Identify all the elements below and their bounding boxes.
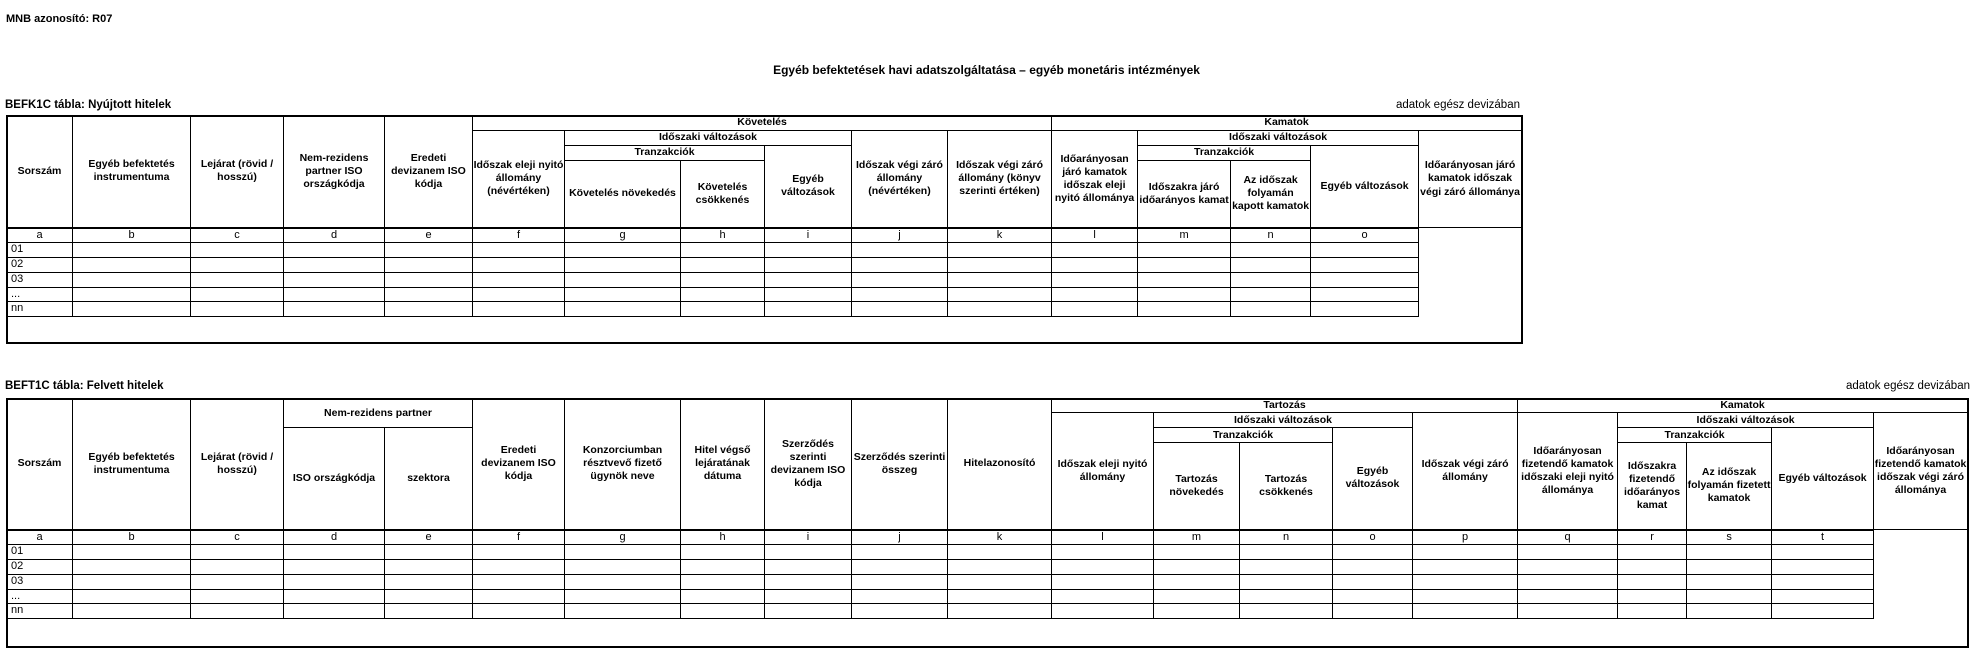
data-cell[interactable]	[473, 302, 565, 317]
col-header: Követelés csökkenés	[681, 161, 765, 228]
data-cell[interactable]	[852, 560, 948, 575]
data-cell[interactable]	[565, 604, 681, 619]
data-cell[interactable]	[1333, 589, 1413, 604]
column-letter: d	[284, 530, 385, 545]
data-cell[interactable]	[565, 287, 681, 302]
group-header: Tranzakciók	[1138, 146, 1311, 161]
data-cell[interactable]	[473, 287, 565, 302]
data-cell[interactable]	[765, 287, 852, 302]
data-cell[interactable]	[1138, 258, 1231, 273]
data-cell[interactable]	[73, 302, 191, 317]
data-cell[interactable]	[1052, 272, 1138, 287]
data-cell[interactable]	[765, 545, 852, 560]
data-cell[interactable]	[1052, 302, 1138, 317]
row-number: 02	[7, 560, 73, 575]
data-cell[interactable]	[852, 243, 948, 258]
table-row	[7, 545, 1968, 560]
page-title: Egyéb befektetések havi adatszolgáltatása – egyéb monetáris intézmények	[773, 63, 1200, 77]
column-letter: h	[681, 228, 765, 243]
data-cell[interactable]	[385, 302, 473, 317]
group-header: Kamatok	[1518, 399, 1968, 413]
column-letter: m	[1138, 228, 1231, 243]
data-cell[interactable]	[1311, 272, 1419, 287]
data-cell[interactable]	[73, 560, 191, 575]
col-header: Egyéb változások	[1772, 428, 1874, 530]
data-cell[interactable]	[1687, 574, 1772, 589]
data-cell[interactable]	[1231, 302, 1311, 317]
data-cell[interactable]	[852, 287, 948, 302]
data-cell[interactable]	[191, 272, 284, 287]
data-cell[interactable]	[1618, 604, 1687, 619]
column-letter: f	[473, 530, 565, 545]
data-cell[interactable]	[385, 545, 473, 560]
row-number: 02	[7, 258, 73, 273]
data-cell[interactable]	[765, 272, 852, 287]
row-number: nn	[7, 302, 73, 317]
data-cell[interactable]	[284, 272, 385, 287]
data-cell[interactable]	[1772, 589, 1874, 604]
data-cell[interactable]	[948, 243, 1052, 258]
col-header: Időszakra fizetendő időarányos kamat	[1618, 443, 1687, 530]
column-letter: j	[852, 530, 948, 545]
column-letter: l	[1052, 530, 1154, 545]
data-cell[interactable]	[1687, 545, 1772, 560]
data-cell[interactable]	[1231, 272, 1311, 287]
data-cell[interactable]	[1154, 545, 1240, 560]
column-letter: n	[1240, 530, 1333, 545]
data-cell[interactable]	[1333, 545, 1413, 560]
col-header: Konzorciumban résztvevő fizető ügynök neve	[565, 399, 681, 530]
group-header: Tartozás	[1052, 399, 1518, 413]
column-letter: g	[565, 228, 681, 243]
column-letter: q	[1518, 530, 1618, 545]
group-header: Nem-rezidens partner	[284, 399, 473, 428]
data-cell[interactable]	[284, 302, 385, 317]
group-header: Időszaki változások	[1138, 131, 1419, 146]
data-cell[interactable]	[1333, 574, 1413, 589]
data-cell[interactable]	[681, 604, 765, 619]
column-letter: r	[1618, 530, 1687, 545]
col-header: Követelés növekedés	[565, 161, 681, 228]
col-header: Időszak eleji nyitó állomány	[1052, 413, 1154, 530]
data-cell[interactable]	[1240, 574, 1333, 589]
column-letter: b	[73, 530, 191, 545]
table-beft1c	[6, 398, 1968, 619]
col-header: Lejárat (rövid / hosszú)	[191, 116, 284, 228]
table-row	[7, 287, 1522, 302]
data-cell[interactable]	[1772, 560, 1874, 575]
data-cell[interactable]	[681, 287, 765, 302]
data-cell[interactable]	[191, 604, 284, 619]
table2-name: BEFT1C tábla: Felvett hitelek	[5, 380, 164, 392]
data-cell[interactable]	[385, 589, 473, 604]
data-cell[interactable]	[385, 574, 473, 589]
data-cell[interactable]	[1333, 604, 1413, 619]
group-header: Követelés	[473, 116, 1052, 131]
data-cell[interactable]	[852, 574, 948, 589]
col-header: Tartozás csökkenés	[1240, 443, 1333, 530]
group-header: Tranzakciók	[565, 146, 765, 161]
row-number: 03	[7, 574, 73, 589]
data-cell[interactable]	[73, 545, 191, 560]
data-cell[interactable]	[385, 258, 473, 273]
data-cell[interactable]	[385, 287, 473, 302]
data-cell[interactable]	[1618, 545, 1687, 560]
data-cell[interactable]	[473, 574, 565, 589]
column-letter: a	[7, 228, 73, 243]
column-letter: g	[565, 530, 681, 545]
data-cell[interactable]	[191, 574, 284, 589]
col-header: Hitelazonosító	[948, 399, 1052, 530]
table1-name: BEFK1C tábla: Nyújtott hitelek	[5, 99, 172, 111]
data-cell[interactable]	[191, 258, 284, 273]
data-cell[interactable]	[73, 604, 191, 619]
data-cell[interactable]	[1052, 545, 1154, 560]
col-header: Hitel végső lejáratának dátuma	[681, 399, 765, 530]
column-letter: a	[7, 530, 73, 545]
data-cell[interactable]	[1772, 604, 1874, 619]
group-header: Időszaki változások	[1618, 413, 1874, 428]
col-header: Egyéb befektetés instrumentuma	[73, 399, 191, 530]
table2-unit: adatok egész devizában	[1845, 380, 1970, 392]
row-number: 01	[7, 243, 73, 258]
data-cell[interactable]	[284, 560, 385, 575]
data-cell[interactable]	[681, 545, 765, 560]
data-cell[interactable]	[473, 545, 565, 560]
data-cell[interactable]	[191, 287, 284, 302]
data-cell[interactable]	[948, 272, 1052, 287]
data-cell[interactable]	[852, 272, 948, 287]
data-cell[interactable]	[1618, 560, 1687, 575]
data-cell[interactable]	[765, 243, 852, 258]
col-header: Egyéb befektetés instrumentuma	[73, 116, 191, 228]
data-cell[interactable]	[1231, 258, 1311, 273]
col-header: Időarányosan fizetendő kamatok időszaki eleji nyitó állománya	[1518, 413, 1618, 530]
table-row	[7, 574, 1968, 589]
data-cell[interactable]	[473, 589, 565, 604]
data-cell[interactable]	[1138, 302, 1231, 317]
column-letter: c	[191, 228, 284, 243]
row-number: 01	[7, 545, 73, 560]
data-cell[interactable]	[765, 560, 852, 575]
data-cell[interactable]	[73, 272, 191, 287]
group-header: Időszaki változások	[1154, 413, 1413, 428]
data-cell[interactable]	[1518, 560, 1618, 575]
row-number: nn	[7, 604, 73, 619]
mnb-identifier: MNB azonosító: R07	[6, 13, 113, 25]
table-row	[7, 302, 1522, 317]
data-cell[interactable]	[765, 258, 852, 273]
table1-unit: adatok egész devizában	[1395, 99, 1520, 111]
data-cell[interactable]	[565, 272, 681, 287]
data-cell[interactable]	[765, 574, 852, 589]
data-cell[interactable]	[681, 560, 765, 575]
table-row	[7, 589, 1968, 604]
data-cell[interactable]	[284, 545, 385, 560]
data-cell[interactable]	[948, 560, 1052, 575]
data-cell[interactable]	[948, 589, 1052, 604]
data-cell[interactable]	[565, 545, 681, 560]
table-befk1c	[6, 115, 1522, 317]
column-letter: o	[1333, 530, 1413, 545]
data-cell[interactable]	[1413, 545, 1518, 560]
col-header: Egyéb változások	[765, 146, 852, 228]
data-cell[interactable]	[565, 302, 681, 317]
column-letter: s	[1687, 530, 1772, 545]
data-cell[interactable]	[1518, 574, 1618, 589]
data-cell[interactable]	[948, 302, 1052, 317]
group-header: Tranzakciók	[1618, 428, 1772, 443]
data-cell[interactable]	[1518, 545, 1618, 560]
table-row	[7, 272, 1522, 287]
data-cell[interactable]	[1138, 287, 1231, 302]
data-cell[interactable]	[1052, 604, 1154, 619]
column-letter: b	[73, 228, 191, 243]
data-cell[interactable]	[852, 545, 948, 560]
column-letter: t	[1772, 530, 1874, 545]
column-letter: m	[1154, 530, 1240, 545]
data-cell[interactable]	[385, 272, 473, 287]
data-cell[interactable]	[1231, 243, 1311, 258]
group-header: Kamatok	[1052, 116, 1522, 131]
col-header: Időszak eleji nyitó állomány (névértéken)	[473, 131, 565, 228]
data-cell[interactable]	[681, 258, 765, 273]
data-cell[interactable]	[565, 574, 681, 589]
data-cell[interactable]	[765, 302, 852, 317]
data-cell[interactable]	[73, 574, 191, 589]
column-letter: n	[1231, 228, 1311, 243]
data-cell[interactable]	[284, 243, 385, 258]
data-cell[interactable]	[1687, 589, 1772, 604]
column-letter: c	[191, 530, 284, 545]
data-cell[interactable]	[565, 589, 681, 604]
data-cell[interactable]	[1772, 574, 1874, 589]
col-header: Egyéb változások	[1311, 146, 1419, 228]
data-cell[interactable]	[1231, 287, 1311, 302]
col-header: Szerződés szerinti összeg	[852, 399, 948, 530]
col-header: Időszakra járó időarányos kamat	[1138, 161, 1231, 228]
data-cell[interactable]	[565, 243, 681, 258]
data-cell[interactable]	[681, 589, 765, 604]
column-letter: i	[765, 530, 852, 545]
data-cell[interactable]	[948, 545, 1052, 560]
data-cell[interactable]	[681, 302, 765, 317]
data-cell[interactable]	[473, 560, 565, 575]
col-header: Időarányosan járó kamatok időszak eleji nyitó állománya	[1052, 131, 1138, 228]
data-cell[interactable]	[1052, 287, 1138, 302]
data-cell[interactable]	[191, 302, 284, 317]
data-cell[interactable]	[1052, 589, 1154, 604]
data-cell[interactable]	[73, 243, 191, 258]
data-cell[interactable]	[1413, 604, 1518, 619]
col-header: Eredeti devizanem ISO kódja	[473, 399, 565, 530]
data-cell[interactable]	[681, 574, 765, 589]
data-cell[interactable]	[1052, 243, 1138, 258]
table-row	[7, 258, 1522, 273]
data-cell[interactable]	[385, 560, 473, 575]
data-cell[interactable]	[681, 243, 765, 258]
data-cell[interactable]	[385, 604, 473, 619]
data-cell[interactable]	[1154, 574, 1240, 589]
table-row	[7, 560, 1968, 575]
row-number: ...	[7, 589, 73, 604]
data-cell[interactable]	[1413, 560, 1518, 575]
data-cell[interactable]	[473, 258, 565, 273]
group-header: Tranzakciók	[1154, 428, 1333, 443]
data-cell[interactable]	[1618, 589, 1687, 604]
data-cell[interactable]	[73, 589, 191, 604]
col-header: Sorszám	[7, 399, 73, 530]
col-header: Az időszak folyamán kapott kamatok	[1231, 161, 1311, 228]
data-cell[interactable]	[948, 574, 1052, 589]
data-cell[interactable]	[473, 272, 565, 287]
data-cell[interactable]	[1240, 560, 1333, 575]
column-letter: l	[1052, 228, 1138, 243]
data-cell[interactable]	[948, 604, 1052, 619]
data-cell[interactable]	[284, 287, 385, 302]
row-number: 03	[7, 272, 73, 287]
table-row	[7, 604, 1968, 619]
col-header: Sorszám	[7, 116, 73, 228]
row-number: ...	[7, 287, 73, 302]
data-cell[interactable]	[1311, 258, 1419, 273]
col-header: Időarányosan fizetendő kamatok időszak végi záró állománya	[1874, 413, 1968, 530]
data-cell[interactable]	[1311, 243, 1419, 258]
data-cell[interactable]	[1311, 287, 1419, 302]
data-cell[interactable]	[1240, 589, 1333, 604]
data-cell[interactable]	[948, 258, 1052, 273]
data-cell[interactable]	[1154, 560, 1240, 575]
column-letter: k	[948, 530, 1052, 545]
data-cell[interactable]	[191, 560, 284, 575]
col-header: Az időszak folyamán fizetett kamatok	[1687, 443, 1772, 530]
data-cell[interactable]	[1138, 272, 1231, 287]
column-letter: d	[284, 228, 385, 243]
data-cell[interactable]	[1687, 560, 1772, 575]
column-letter: e	[385, 530, 473, 545]
data-cell[interactable]	[473, 243, 565, 258]
col-header: Időarányosan járó kamatok időszak végi záró állománya	[1419, 131, 1522, 228]
data-cell[interactable]	[73, 258, 191, 273]
column-letter: j	[852, 228, 948, 243]
col-header: Időszak végi záró állomány	[1413, 413, 1518, 530]
data-cell[interactable]	[852, 604, 948, 619]
column-letter: o	[1311, 228, 1419, 243]
col-header: Nem-rezidens partner ISO országkódja	[284, 116, 385, 228]
data-cell[interactable]	[852, 258, 948, 273]
column-letter: p	[1413, 530, 1518, 545]
data-cell[interactable]	[565, 258, 681, 273]
data-cell[interactable]	[1240, 545, 1333, 560]
col-header: szektora	[385, 428, 473, 530]
col-header: Lejárat (rövid / hosszú)	[191, 399, 284, 530]
data-cell[interactable]	[1052, 258, 1138, 273]
data-cell[interactable]	[1154, 589, 1240, 604]
data-cell[interactable]	[1518, 589, 1618, 604]
data-cell[interactable]	[765, 604, 852, 619]
data-cell[interactable]	[1687, 604, 1772, 619]
data-cell[interactable]	[1311, 302, 1419, 317]
col-header: ISO országkódja	[284, 428, 385, 530]
data-cell[interactable]	[681, 272, 765, 287]
table-row	[7, 243, 1522, 258]
column-letter: k	[948, 228, 1052, 243]
col-header: Időszak végi záró állomány (névértéken)	[852, 131, 948, 228]
col-header: Szerződés szerinti devizanem ISO kódja	[765, 399, 852, 530]
data-cell[interactable]	[1413, 589, 1518, 604]
data-cell[interactable]	[385, 243, 473, 258]
data-cell[interactable]	[1240, 604, 1333, 619]
data-cell[interactable]	[191, 589, 284, 604]
data-cell[interactable]	[948, 287, 1052, 302]
data-cell[interactable]	[765, 589, 852, 604]
data-cell[interactable]	[1154, 604, 1240, 619]
col-header: Eredeti devizanem ISO kódja	[385, 116, 473, 228]
column-letter: i	[765, 228, 852, 243]
col-header: Egyéb változások	[1333, 428, 1413, 530]
data-cell[interactable]	[852, 589, 948, 604]
data-cell[interactable]	[73, 287, 191, 302]
data-cell[interactable]	[284, 604, 385, 619]
data-cell[interactable]	[284, 589, 385, 604]
data-cell[interactable]	[1333, 560, 1413, 575]
data-cell[interactable]	[473, 604, 565, 619]
data-cell[interactable]	[1772, 545, 1874, 560]
data-cell[interactable]	[284, 258, 385, 273]
column-letter: h	[681, 530, 765, 545]
data-cell[interactable]	[852, 302, 948, 317]
column-letter: e	[385, 228, 473, 243]
data-cell[interactable]	[191, 243, 284, 258]
col-header: Időszak végi záró állomány (könyv szerinti értéken)	[948, 131, 1052, 228]
data-cell[interactable]	[1052, 574, 1154, 589]
data-cell[interactable]	[1618, 574, 1687, 589]
data-cell[interactable]	[1052, 560, 1154, 575]
col-header: Tartozás növekedés	[1154, 443, 1240, 530]
data-cell[interactable]	[565, 560, 681, 575]
data-cell[interactable]	[1413, 574, 1518, 589]
data-cell[interactable]	[191, 545, 284, 560]
data-cell[interactable]	[284, 574, 385, 589]
data-cell[interactable]	[1138, 243, 1231, 258]
group-header: Időszaki változások	[565, 131, 852, 146]
data-cell[interactable]	[1518, 604, 1618, 619]
column-letter: f	[473, 228, 565, 243]
